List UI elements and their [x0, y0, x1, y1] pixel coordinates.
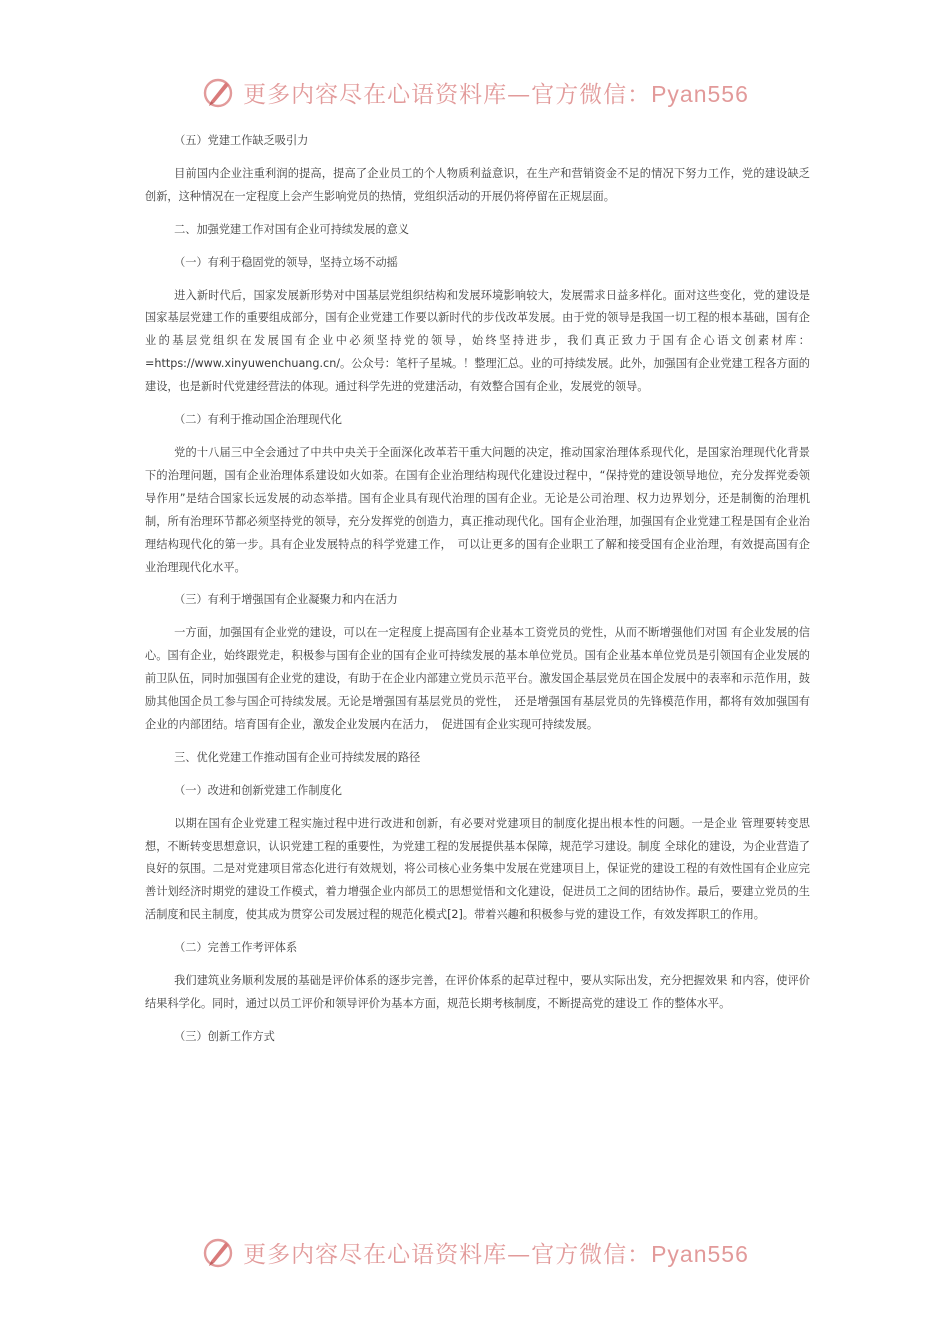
document-body: [145, 130, 810, 1049]
section-heading-2: 二、加强党建工作对国有企业可持续发展的意义: [174, 222, 410, 236]
paragraph: 进入新时代后，国家发展新形势对中国基层党组织结构和发展环境影响较大，发展需求日益多样化。面对这些变化，党的建设是国家基层党建工作的重要组成部分，国有企业党建工作要以新时代的步伐改革发展。由于党的领导是我国一切工程的根本基础，国有企业的基层党组织在发展国有企业中必须坚持党的领导，始终坚持进步，我们真正致力于国有企心语文创素材库：=https://www.xinyuwenchuang.cn/。公众号：笔杆子星城。！整理汇总。业的可持续发展。此外，加强国有企业党建工程各方面的建设，也是新时代党建经营法的体现。通过科学先进的党建活动，有效整合国有企业，发展党的领导。: [145, 288, 810, 394]
heading-5: （五）党建工作缺乏吸引力: [174, 134, 309, 147]
subheading-3b: （三）创新工作方式: [174, 1029, 275, 1043]
paragraph: 一方面，加强国有企业党的建设，可以在一定程度上提高国有企业基本工资党员的党性，从而不断增强他们对国 有企业发展的信心。国有企业，始终跟党走，积极参与国有企业的国有企业可持续发展的基本单位党员。国有企业基本单位党员是引领国有企业发展的前卫队伍，同时加强国有企业党的建设，有助于在企业内部建立党员示范平台。激发国企基层党员在国企发展中的表率和示范作用，鼓励其他国企员工参与国企可持续发展。无论是增强国有基层党员的党性， 还是增强国有基层党员的先锋模范作用，都将有效加强国有企业的内部团结。培育国有企业，激发企业发展内在活力， 促进国有企业实现可持续发展。: [145, 626, 810, 731]
watermark-text: 更多内容尽在心语资料库—官方微信：Pyan556: [243, 80, 749, 108]
subheading-2b: （二）完善工作考评体系: [174, 941, 298, 955]
section-heading-3: 三、优化党建工作推动国有企业可持续发展的路径: [174, 750, 421, 764]
watermark-header: [0, 72, 950, 112]
paragraph: 以期在国有企业党建工程实施过程中进行改进和创新，有必要对党建项目的制度化提出根本性的问题。一是企业 管理要转变思想，不断转变思想意识，认识党建工程的重要性，为党建工程的发展提供基本保障，规范学习建设。制度 全球化的建设，为企业营造了良好的氛围。二是对党建项目常态化进行有效规划，将公司核心业务集中发展在党建项目上，保证党的建设工程的有效性国有企业应完善计划经济时期党的建设工作模式，着力增强企业内部员工的思想觉悟和文化建设，促进员工之间的团结协作。最后，要建立党员的生活制度和民主制度，使其成为贯穿公司发展过程的规范化模式[2]。带着兴趣和积极参与党的建设工作，有效发挥职工的作用。: [145, 816, 810, 922]
subheading-1b: （一）改进和创新党建工作制度化: [174, 783, 342, 797]
watermark-text: 更多内容尽在心语资料库—官方微信：Pyan556: [243, 1240, 749, 1268]
paragraph: 党的十八届三中全会通过了中共中央关于全面深化改革若干重大问题的决定，推动国家治理体系现代化，是国家治理现代化背景下的治理问题，国有企业治理体系建设如火如荼。在国有企业治理结构现代化建设过程中，“保持党的建设领导地位，充分发挥党委领导作用”是结合国家长远发展的动态举措。国有企业具有现代治理的国有企业。无论是公司治理、权力边界划分，还是制衡的治理机制，所有治理环节都必须坚持党的领导，充分发挥党的创造力，真正推动现代化。国有企业治理，加强国有企业党建工程是国有企业治理结构现代化的第一步。具有企业发展特点的科学党建工作， 可以让更多的国有企业职工了解和接受国有企业治理，有效提高国有企业治理现代化水平。: [145, 445, 810, 574]
subheading-3: （三）有利于增强国有企业凝聚力和内在活力: [174, 593, 398, 607]
watermark-footer: [0, 1232, 950, 1272]
pen-logo-icon: [201, 74, 237, 110]
paragraph: 我们建筑业务顺利发展的基础是评价体系的逐步完善，在评价体系的起草过程中，要从实际出发，充分把握效果 和内容，使评价结果科学化。同时，通过以员工评价和领导评价为基本方面，规范长期考核制度，不断提高党的建设工 作的整体水平。: [145, 974, 810, 1010]
pen-logo-icon: [201, 1234, 237, 1270]
subheading-2: （二）有利于推动国企治理现代化: [174, 413, 342, 427]
paragraph: 目前国内企业注重利润的提高，提高了企业员工的个人物质利益意识，在生产和营销资金不足的情况下努力工作，党的建设缺乏创新，这种情况在一定程度上会产生影响党员的热情，党组织活动的开展仍将停留在正规层面。: [145, 166, 810, 203]
subheading-1: （一）有利于稳固党的领导，坚持立场不动摇: [174, 255, 398, 269]
